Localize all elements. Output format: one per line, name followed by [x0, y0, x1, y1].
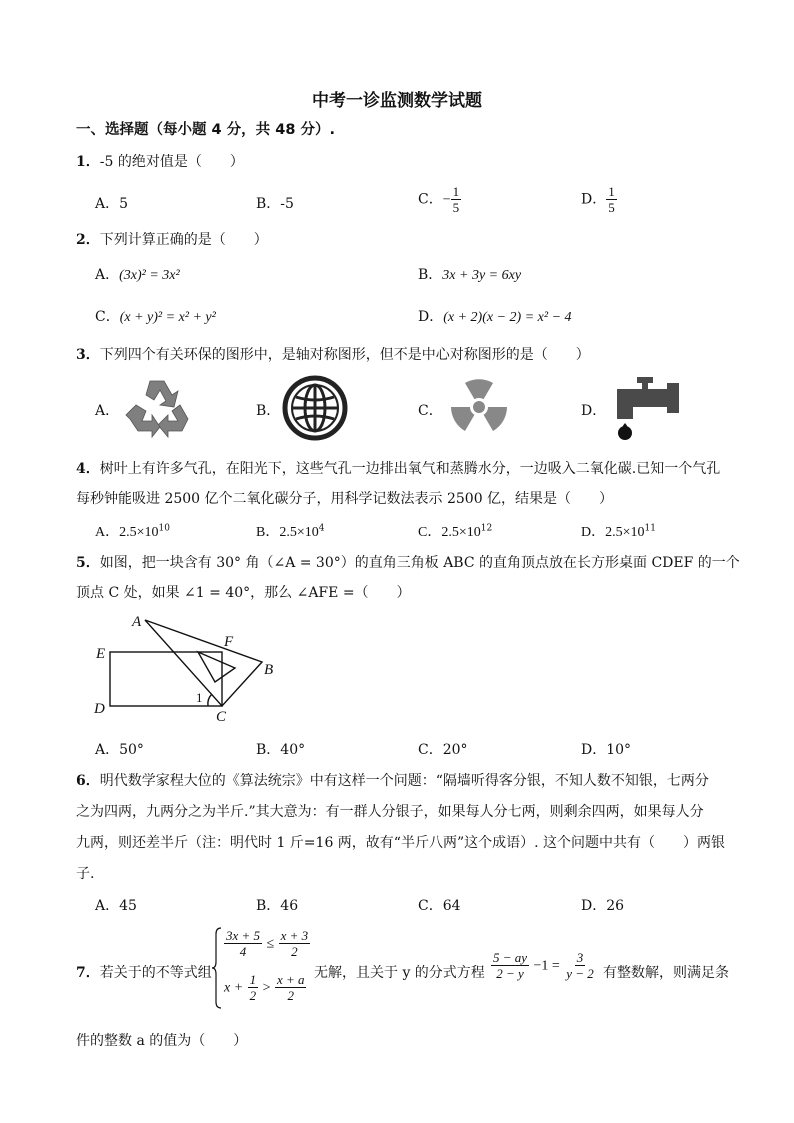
q6-option-d[interactable]: D．26	[581, 898, 625, 914]
faucet-icon	[607, 375, 681, 443]
question-text: 下列计算正确的是（ ）	[99, 232, 268, 248]
operator: ≤	[266, 936, 275, 952]
q1-option-b[interactable]: B．-5	[256, 196, 294, 212]
label-angle-1: 1	[196, 690, 203, 705]
q5-option-b[interactable]: B．40°	[256, 742, 306, 758]
q2-option-c[interactable]	[95, 306, 216, 326]
option-text: B．2.5×10	[256, 525, 319, 540]
fraction	[491, 950, 529, 981]
operator: −1 =	[533, 958, 560, 974]
numerator: 3	[576, 950, 584, 965]
q6-option-c[interactable]: C．64	[418, 898, 461, 914]
question-4-stem-line1	[76, 458, 720, 478]
question-6-line3: 九两，则还差半斤（注：明代时 1 斤=16 两，故有“半斤八两”这个成语）. 这个问题中共有（ ）两银	[76, 835, 726, 851]
fraction-equation	[491, 950, 596, 981]
q6-option-a[interactable]: A．45	[95, 898, 137, 914]
question-number: 7．	[76, 965, 100, 981]
question-5-stem-line1	[76, 552, 740, 572]
numerator: 1	[249, 972, 257, 987]
numerator: 1	[608, 184, 615, 199]
question-3-stem	[76, 344, 590, 364]
question-7-line2: 件的整数 a 的值为（ ）	[76, 1033, 248, 1049]
rectangle-cdef	[110, 652, 222, 706]
section-heading: 一、选择题（每小题 4 分，共 48 分）.	[76, 122, 335, 138]
label-a: A	[132, 614, 142, 630]
q5-option-a[interactable]: A．50°	[95, 742, 144, 758]
recycle-icon	[124, 375, 194, 441]
fraction	[248, 972, 259, 1003]
q3-option-a[interactable]: A．	[95, 403, 120, 419]
question-text: 明代数学家程大位的《算法统宗》中有这样一个问题：“隔墙听得客分银，不知人数不知银，七两分	[99, 773, 709, 789]
brace-icon	[212, 926, 222, 1010]
q4-option-c[interactable]	[418, 521, 492, 541]
geometry-figure	[90, 610, 290, 726]
question-number: 3．	[76, 347, 100, 363]
math-expression: (x + y)² = x² + y²	[119, 310, 216, 325]
question-text: 树叶上有许多气孔，在阳光下，这些气孔一边排出氧气和蒸腾水分，一边吸入二氧化碳.已知一个气孔	[99, 461, 721, 477]
q5-option-d[interactable]: D．10°	[581, 742, 632, 758]
exponent: 4	[318, 523, 325, 534]
question-number: 4．	[76, 461, 100, 477]
denominator: 5	[452, 200, 460, 215]
q4-option-a[interactable]	[95, 521, 170, 541]
denominator: 2 − y	[496, 966, 524, 981]
minus-sign: −	[442, 192, 451, 208]
question-text: 下列四个有关环保的图形中，是轴对称图形，但不是中心对称图形的是（ ）	[99, 347, 590, 363]
exponent: 11	[644, 523, 656, 534]
q2-option-b[interactable]	[418, 264, 521, 284]
fraction	[451, 184, 462, 215]
q4-option-b[interactable]	[256, 521, 324, 541]
option-text: D．2.5×10	[581, 525, 645, 540]
question-number: 6．	[76, 773, 100, 789]
option-text: A．2.5×10	[95, 525, 159, 540]
expression: x +	[224, 980, 244, 996]
question-7-mid: 无解，且关于 y 的分式方程	[314, 965, 485, 981]
numerator: 3x + 5	[226, 928, 261, 943]
option-label: C．	[418, 191, 443, 208]
option-label: D．	[581, 191, 607, 208]
exponent: 12	[480, 523, 493, 534]
page-title: 中考一诊监测数学试题	[312, 91, 482, 111]
q2-option-d[interactable]	[418, 306, 572, 326]
label-d: D	[94, 701, 105, 717]
question-text: 如图，把一块含有 30° 角（∠A = 30°）的直角三角板 ABC 的直角顶点放在长方形桌面 CDEF 的一个	[99, 555, 740, 571]
option-label: D．	[418, 309, 444, 325]
label-e: E	[96, 646, 106, 662]
label-f: F	[224, 634, 234, 650]
q3-option-d[interactable]: D．	[581, 403, 607, 419]
question-6-line1	[76, 770, 709, 790]
inner-triangle	[198, 652, 235, 682]
question-6-line4: 子.	[76, 866, 95, 882]
question-number: 5．	[76, 555, 100, 571]
denominator: y − 2	[566, 966, 594, 981]
denominator: 2	[287, 988, 294, 1003]
fraction	[606, 184, 617, 215]
q1-option-d[interactable]	[581, 184, 617, 215]
q2-option-a[interactable]	[95, 264, 180, 284]
q6-option-b[interactable]: B．46	[256, 898, 299, 914]
operator: >	[262, 980, 271, 996]
question-7-post: 有整数解，则满足条	[603, 965, 729, 981]
math-expression: (x + 2)(x − 2) = x² − 4	[443, 310, 572, 325]
numerator: 5 − ay	[493, 950, 528, 965]
question-5-stem-line2: 顶点 C 处，如果 ∠1 = 40°，那么 ∠AFE =（ ）	[76, 585, 411, 601]
q4-option-d[interactable]	[581, 521, 656, 541]
option-text: C．2.5×10	[418, 525, 481, 540]
fraction	[279, 928, 311, 959]
q1-option-c[interactable]	[418, 184, 461, 215]
question-number: 1．	[76, 154, 100, 170]
label-b: B	[264, 662, 274, 678]
q3-option-b[interactable]: B．	[256, 403, 281, 419]
option-label: A．	[95, 267, 120, 283]
denominator: 2	[291, 944, 298, 959]
label-c: C	[216, 709, 227, 725]
question-1-stem	[76, 151, 244, 171]
q3-option-c[interactable]: C．	[418, 403, 443, 419]
math-expression: (3x)² = 3x²	[119, 268, 180, 283]
fraction	[224, 928, 262, 959]
q5-option-c[interactable]: C．20°	[418, 742, 468, 758]
fraction	[564, 950, 596, 981]
denominator: 4	[239, 944, 247, 959]
question-4-stem-line2: 每秒钟能吸进 2500 亿个二氧化碳分子，用科学记数法表示 2500 亿，结果是（ ）	[76, 491, 614, 507]
globe-icon	[282, 375, 348, 441]
inequality-1	[224, 928, 310, 959]
question-text: -5 的绝对值是（ ）	[99, 154, 244, 170]
question-number: 2．	[76, 232, 100, 248]
numerator: x + 3	[280, 928, 309, 943]
numerator: x + a	[276, 972, 305, 987]
angle-1-arc	[208, 694, 212, 706]
exponent: 10	[158, 523, 170, 534]
fraction	[275, 972, 307, 1003]
radiation-icon	[446, 376, 512, 438]
question-7-pre	[76, 962, 212, 982]
option-label: B．	[418, 267, 443, 283]
inequality-2	[224, 972, 306, 1003]
option-label: C．	[95, 309, 120, 325]
question-2-stem	[76, 229, 268, 249]
math-expression: 3x + 3y = 6xy	[442, 268, 522, 283]
question-text: 若关于的不等式组	[99, 965, 212, 981]
denominator: 2	[249, 988, 257, 1003]
q1-option-a[interactable]: A．5	[95, 196, 129, 212]
denominator: 5	[608, 200, 615, 215]
question-6-line2: 之为四两，九两分之为半斤.”其大意为：有一群人分银子，如果每人分七两，则剩余四两，如果每人分	[76, 804, 704, 820]
numerator: 1	[452, 184, 460, 199]
